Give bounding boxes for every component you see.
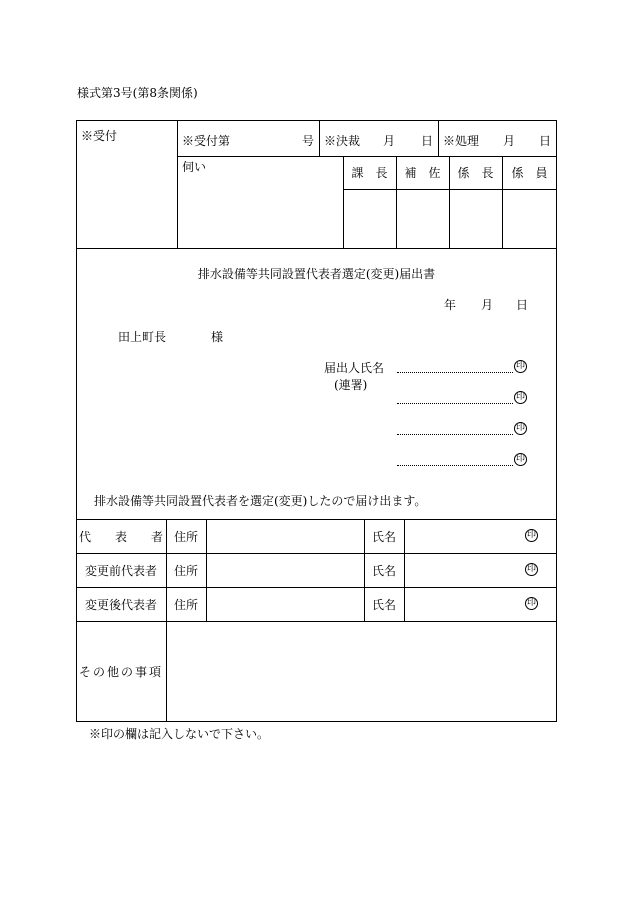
seal-icon: 印 — [526, 564, 536, 574]
seal-icon: 印 — [526, 598, 536, 608]
seal-icon: 印 — [515, 392, 525, 402]
address-label: 住所 — [173, 563, 198, 578]
role-subsection-chief: 係 長 — [457, 166, 494, 180]
applicant-name-label: 届出人氏名 — [324, 361, 385, 375]
previous-representative-label: 変更前代表者 — [84, 563, 157, 578]
divider — [76, 248, 557, 249]
applicant-line-1 — [397, 372, 513, 373]
divider — [438, 120, 439, 156]
decision-label: ※決裁 — [324, 134, 361, 148]
applicant-line-4 — [397, 465, 513, 466]
role-section-chief: 課 長 — [351, 166, 388, 180]
applicant-line-3 — [397, 434, 513, 435]
processing-label: ※処理 — [443, 134, 480, 148]
divider — [177, 120, 178, 248]
date-month: 月 — [481, 298, 494, 312]
received-number-label: ※受付第 — [182, 134, 231, 148]
representative-label: 代 表 者 — [78, 529, 163, 544]
inquiry-label: 伺い — [182, 160, 207, 174]
seal-icon: 印 — [515, 454, 525, 464]
applicant-line-2 — [397, 403, 513, 404]
number-suffix: 号 — [302, 134, 315, 148]
new-representative-label: 変更後代表者 — [84, 597, 157, 612]
form-number-label: 様式第3号(第8条関係) — [77, 86, 198, 100]
divider — [206, 519, 207, 621]
addressee: 田上町長 — [118, 330, 167, 344]
decision-day: 日 — [421, 134, 434, 148]
role-deputy: 補 佐 — [404, 166, 441, 180]
document-title: 排水設備等共同設置代表者選定(変更)届出書 — [197, 266, 436, 281]
statement-text: 排水設備等共同設置代表者を選定(変更)したので届け出ます。 — [94, 494, 427, 508]
date-day: 日 — [516, 298, 529, 312]
seal-icon: 印 — [515, 361, 525, 371]
divider — [343, 189, 557, 190]
seal-icon: 印 — [515, 423, 525, 433]
honorific: 様 — [211, 330, 224, 344]
divider — [404, 519, 405, 621]
address-label: 住所 — [173, 529, 198, 544]
name-label: 氏名 — [371, 563, 396, 578]
address-label: 住所 — [173, 597, 198, 612]
name-label: 氏名 — [371, 529, 396, 544]
date-year: 年 — [444, 298, 457, 312]
role-staff: 係 員 — [511, 166, 548, 180]
joint-signature-label: (連署) — [334, 378, 368, 392]
seal-icon: 印 — [526, 530, 536, 540]
divider — [319, 120, 320, 156]
footnote: ※印の欄は記入しないで下さい。 — [89, 727, 270, 741]
received-label: ※受付 — [81, 129, 118, 143]
other-matters-label: その他の事項 — [78, 665, 163, 679]
processing-day: 日 — [539, 134, 552, 148]
name-label: 氏名 — [371, 597, 396, 612]
processing-month: 月 — [503, 134, 516, 148]
decision-month: 月 — [383, 134, 396, 148]
